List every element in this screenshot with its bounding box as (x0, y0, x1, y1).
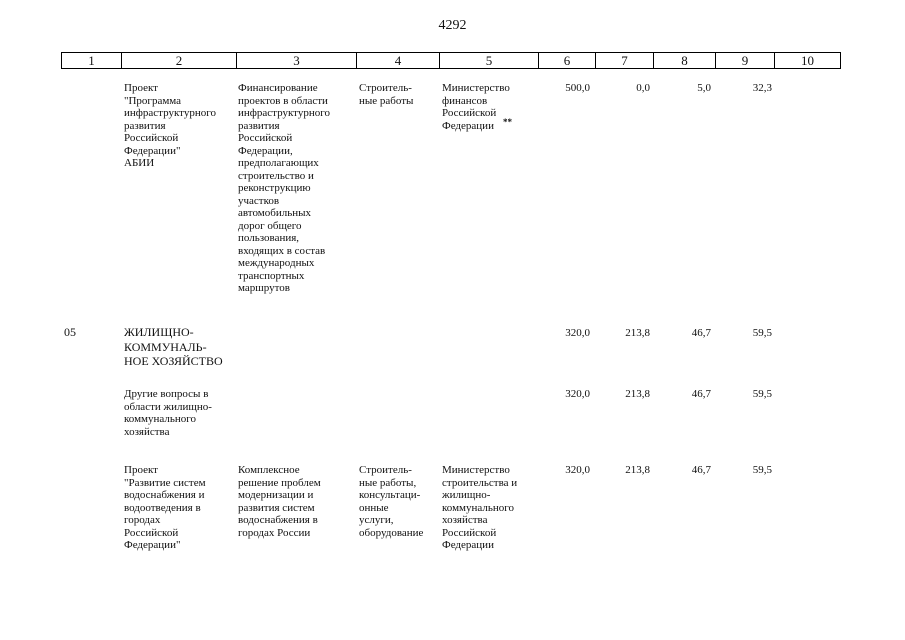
row-purpose: Комплексное решение проблем модернизации и развития систем водоснабжения в городах России (238, 464, 321, 539)
row-value-col9: 32,3 (752, 82, 772, 94)
row-value-col6: 320,0 (565, 388, 590, 400)
row-value-col8: 5,0 (697, 82, 711, 94)
row-work-type: Строитель- ные работы, консультаци- онные услуги, оборудование (359, 464, 424, 539)
header-col-5: 5 (440, 53, 539, 68)
header-col-3: 3 (237, 53, 357, 68)
header-col-4: 4 (357, 53, 440, 68)
header-col-6: 6 (539, 53, 596, 68)
row-value-col7: 0,0 (636, 82, 650, 94)
row-value-col6: 320,0 (565, 327, 590, 339)
row-value-col6: 500,0 (565, 82, 590, 94)
row-value-col7: 213,8 (625, 464, 650, 476)
row-value-col8: 46,7 (691, 327, 711, 339)
header-col-8: 8 (654, 53, 716, 68)
row-purpose: Финансирование проектов в области инфраструктурного развития Российской Федерации, предполагающих строительство и реконструкцию участков автомобильных дорог общего пользования, входящих в состав международных транспортных маршрутов (238, 82, 330, 294)
header-col-9: 9 (716, 53, 775, 68)
row-value-col6: 320,0 (565, 464, 590, 476)
row-name: Другие вопросы в области жилищно- коммунального хозяйства (124, 388, 212, 438)
row-section-code: 05 (64, 325, 76, 339)
row-agency: Министерство финансов Российской Федерации (442, 82, 510, 132)
row-value-col9: 59,5 (752, 388, 772, 400)
row-name: Проект "Программа инфраструктурного развития Российской Федерации" АБИИ (124, 82, 216, 169)
row-value-col9: 59,5 (752, 464, 772, 476)
row-value-col8: 46,7 (691, 388, 711, 400)
row-value-col7: 213,8 (625, 327, 650, 339)
footnote-mark: ** (503, 117, 512, 127)
table-header-row (61, 52, 841, 69)
page-number: 4292 (438, 18, 467, 33)
header-col-7: 7 (596, 53, 654, 68)
row-value-col8: 46,7 (691, 464, 711, 476)
row-value-col7: 213,8 (625, 388, 650, 400)
row-value-col9: 59,5 (752, 327, 772, 339)
row-name: Проект "Развитие систем водоснабжения и водоотведения в городах Российской Федерации" (124, 464, 206, 551)
row-agency: Министерство строительства и жилищно- коммунального хозяйства Российской Федерации (442, 464, 518, 551)
row-work-type: Строитель- ные работы (359, 82, 414, 107)
header-col-10: 10 (801, 53, 814, 68)
header-col-1: 1 (62, 53, 122, 68)
header-col-2: 2 (122, 53, 237, 68)
row-name: ЖИЛИЩНО- КОММУНАЛЬ- НОЕ ХОЗЯЙСТВО (124, 325, 223, 368)
